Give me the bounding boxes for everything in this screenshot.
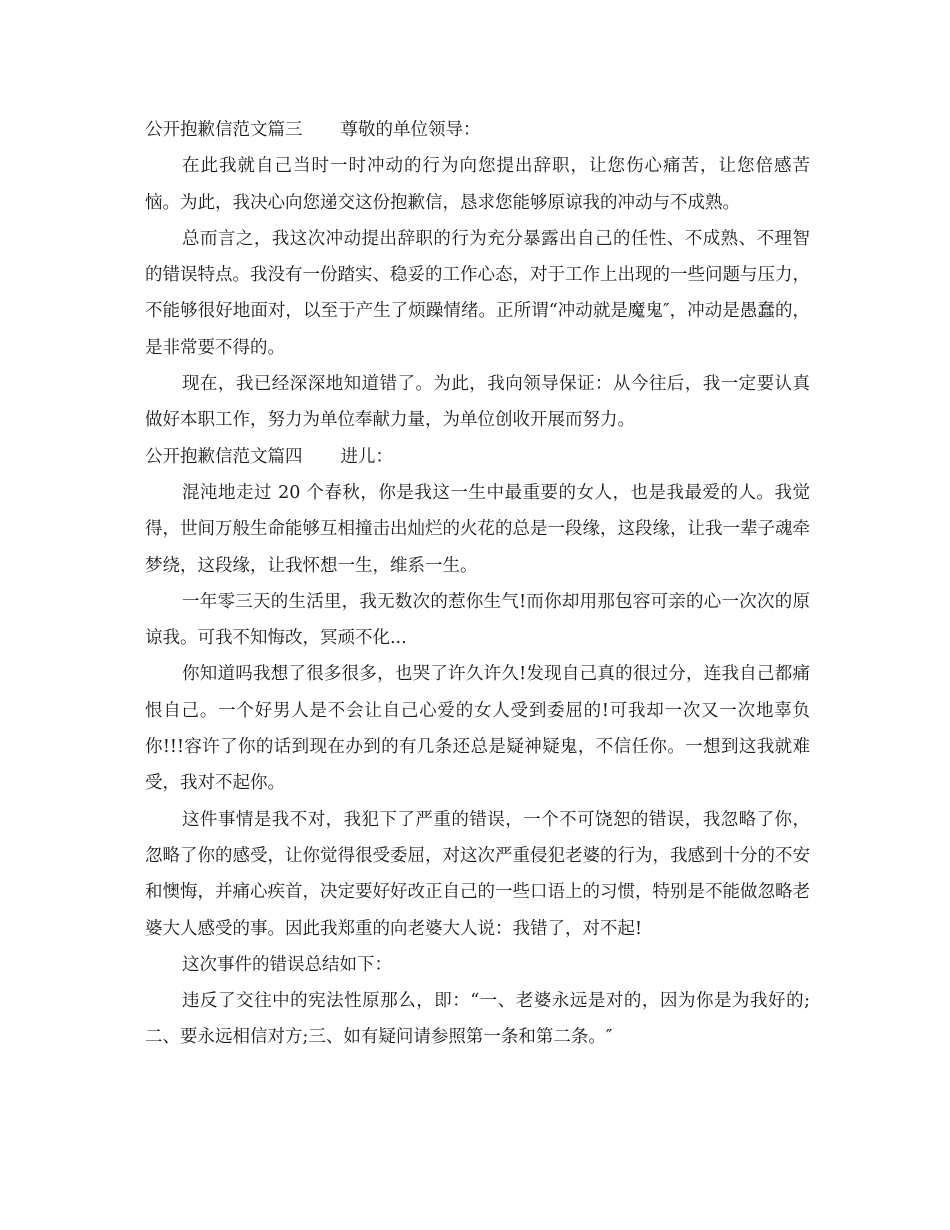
paragraph: 现在，我已经深深地知道错了。为此，我向领导保证：从今往后，我一定要认真做好本职工作，努力为单位奉献力量，为单位创收开展而努力。 xyxy=(145,374,810,431)
section-heading xyxy=(145,112,810,148)
salutation: 进儿： xyxy=(340,446,393,467)
section-title: 公开抱歉信范文篇四 xyxy=(145,446,303,467)
document-body xyxy=(145,112,810,1056)
paragraph: 这次事件的错误总结如下： xyxy=(182,954,392,975)
salutation: 尊敬的单位领导： xyxy=(340,120,481,140)
paragraph: 在此我就自己当时一时冲动的行为向您提出辞职，让您伤心痛苦，让您倍感苦恼。为此，我决心向您递交这份抱歉信，恳求您能够原谅我的冲动与不成熟。 xyxy=(145,156,810,213)
paragraph: 这件事情是我不对，我犯下了严重的错误，一个不可饶恕的错误，我忽略了你，忽略了你的感受，让你觉得很受委屈，对这次严重侵犯老婆的行为，我感到十分的不安和懊悔，并痛心疾首，决定要好好改正自己的一些口语上的习惯，特别是不能做忽略老婆大人感受的事。因此我郑重的向老婆大人说：我错了，对不起! xyxy=(145,809,810,939)
paragraph: 混沌地走过 20 个春秋，你是我这一生中最重要的女人，也是我最爱的人。我觉得，世间万般生命能够互相撞击出灿烂的火花的总是一段缘，这段缘，让我一辈子魂牵梦绕，这段缘，让我怀想一生，维系一生。 xyxy=(145,482,810,576)
section-heading xyxy=(145,439,810,475)
paragraph: 你知道吗我想了很多很多，也哭了许久许久!发现自己真的很过分，连我自己都痛恨自己。一个好男人是不会让自己心爱的女人受到委屈的!可我却一次又一次地辜负你!!!容许了你的话到现在办到的有几条还总是疑神疑鬼，不信任你。一想到这我就难受，我对不起你。 xyxy=(145,664,810,794)
paragraph: 总而言之，我这次冲动提出辞职的行为充分暴露出自己的任性、不成熟、不理智的错误特点。我没有一份踏实、稳妥的工作心态，对于工作上出现的一些问题与压力，不能够很好地面对，以至于产生了烦躁情绪。正所谓“冲动就是魔鬼″，冲动是愚蠢的，是非常要不得的。 xyxy=(145,228,810,358)
section-title: 公开抱歉信范文篇三 xyxy=(145,120,303,140)
paragraph: 一年零三天的生活里，我无数次的惹你生气!而你却用那包容可亲的心一次次的原谅我。可我不知悔改，冥顽不化... xyxy=(145,591,810,649)
paragraph: 违反了交往中的宪法性原那么，即：“一、老婆永远是对的，因为你是为我好的;二、要永远相信对方;三、如有疑问请参照第一条和第二条。″ xyxy=(145,991,810,1048)
